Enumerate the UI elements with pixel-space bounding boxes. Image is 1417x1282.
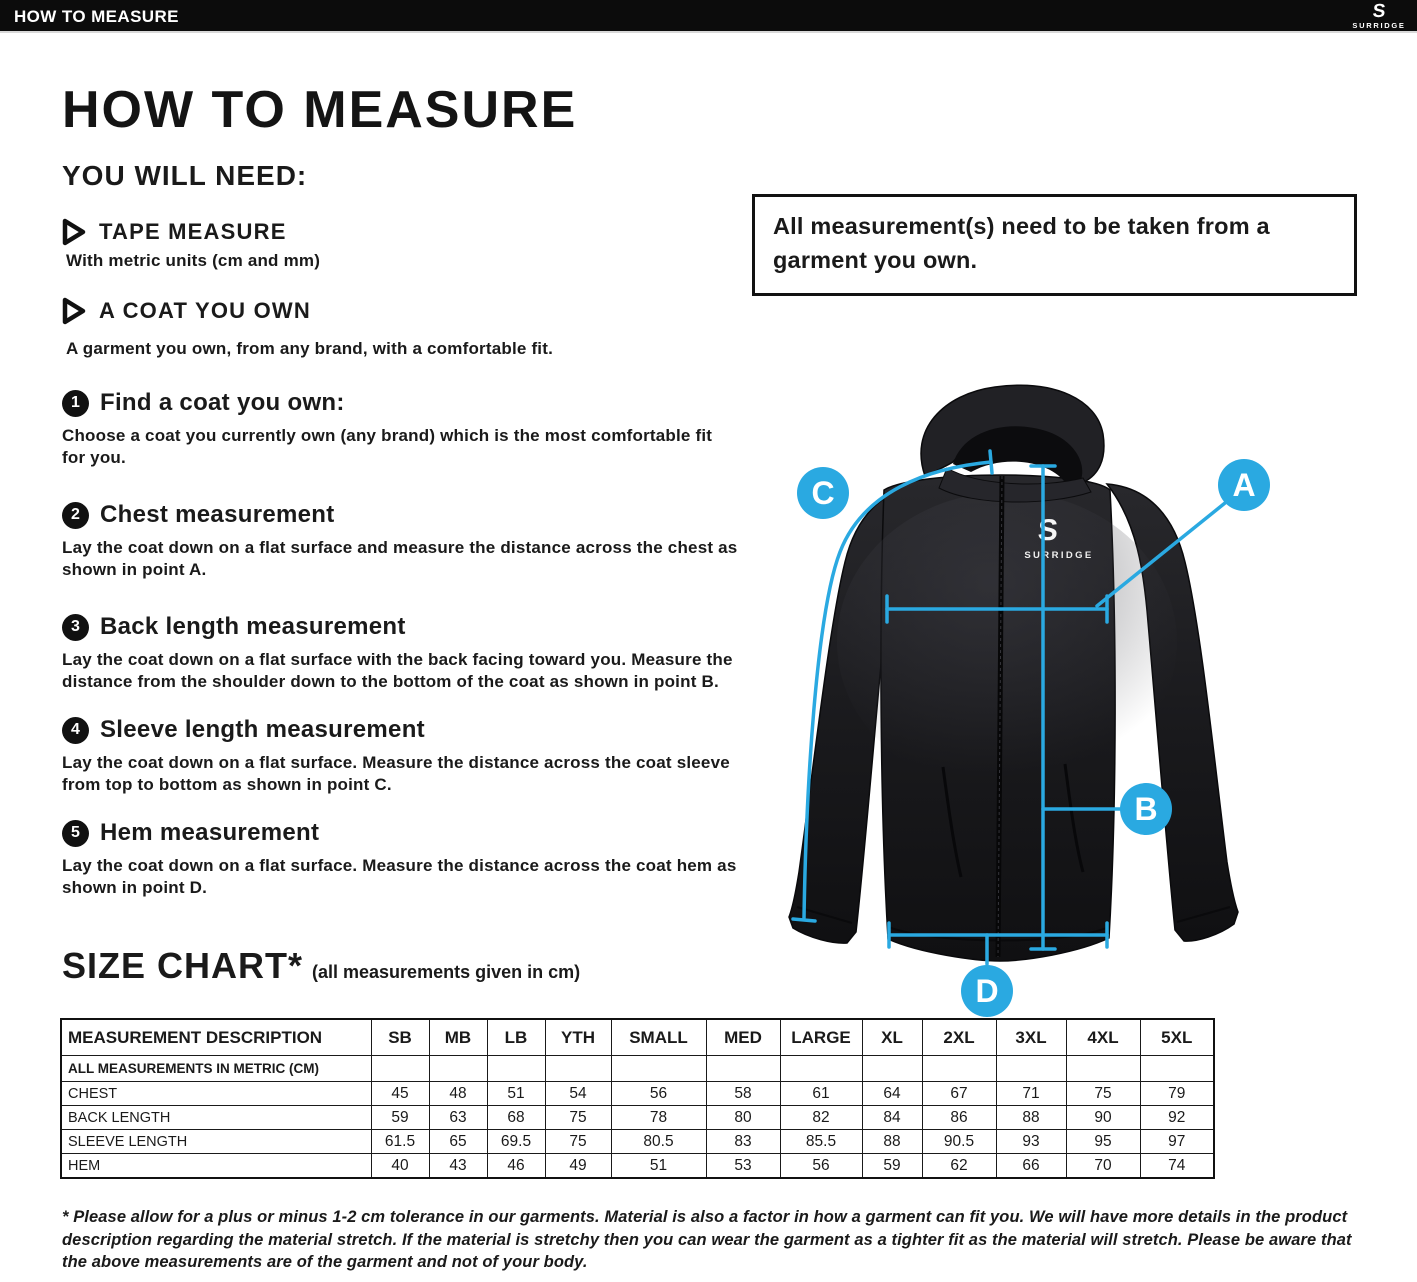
- value-cell: 75: [1066, 1082, 1140, 1106]
- metric-note-row: [61, 1056, 1214, 1082]
- column-header-size: XL: [862, 1019, 922, 1056]
- value-cell: 48: [429, 1082, 487, 1106]
- row-label-cell: BACK LENGTH: [61, 1106, 371, 1130]
- empty-cell: [611, 1056, 706, 1082]
- step-5: [62, 819, 752, 898]
- measurement-notice-text: All measurement(s) need to be taken from a garment you own.: [773, 213, 1270, 273]
- size-chart-subtitle: (all measurements given in cm): [312, 962, 581, 982]
- value-cell: 51: [487, 1082, 545, 1106]
- value-cell: 62: [922, 1154, 996, 1179]
- page-title: HOW TO MEASURE: [62, 81, 578, 139]
- value-cell: 95: [1066, 1130, 1140, 1154]
- instructions-column: [62, 82, 752, 898]
- value-cell: 65: [429, 1130, 487, 1154]
- value-cell: 97: [1140, 1130, 1214, 1154]
- value-cell: 82: [780, 1106, 862, 1130]
- empty-cell: [371, 1056, 429, 1082]
- value-cell: 85.5: [780, 1130, 862, 1154]
- value-cell: 80: [706, 1106, 780, 1130]
- step-number-badge: 3: [62, 614, 89, 641]
- marker-b-label: B: [1134, 791, 1158, 827]
- size-chart-body: [61, 1056, 1214, 1179]
- value-cell: 68: [487, 1106, 545, 1130]
- column-header-size: YTH: [545, 1019, 611, 1056]
- empty-cell: [706, 1056, 780, 1082]
- empty-cell: [545, 1056, 611, 1082]
- metric-note-cell: ALL MEASUREMENTS IN METRIC (CM): [61, 1056, 371, 1082]
- measurement-notice-box: [752, 194, 1357, 296]
- surridge-logo-text: SURRIDGE: [1352, 21, 1406, 30]
- value-cell: 90.5: [922, 1130, 996, 1154]
- value-cell: 46: [487, 1154, 545, 1179]
- step-body: Lay the coat down on a flat surface and measure the distance across the chest as shown in point A.: [62, 538, 738, 579]
- jacket-brand-text: SURRIDGE: [1024, 550, 1094, 561]
- table-row: [61, 1154, 1214, 1179]
- value-cell: 53: [706, 1154, 780, 1179]
- value-cell: 88: [862, 1130, 922, 1154]
- value-cell: 69.5: [487, 1130, 545, 1154]
- triangle-bullet-icon: [62, 297, 86, 325]
- step-title: Chest measurement: [100, 501, 335, 528]
- marker-a-label: A: [1232, 467, 1256, 503]
- requirement-coat: [62, 297, 752, 325]
- value-cell: 43: [429, 1154, 487, 1179]
- column-header-size: 4XL: [1066, 1019, 1140, 1056]
- empty-cell: [487, 1056, 545, 1082]
- empty-cell: [429, 1056, 487, 1082]
- column-header-size: LARGE: [780, 1019, 862, 1056]
- value-cell: 79: [1140, 1082, 1214, 1106]
- size-chart-title: SIZE CHART*: [62, 945, 304, 986]
- value-cell: 74: [1140, 1154, 1214, 1179]
- table-row: [61, 1082, 1214, 1106]
- column-header-size: 2XL: [922, 1019, 996, 1056]
- step-title: Find a coat you own:: [100, 389, 345, 416]
- step-number-badge: 1: [62, 390, 89, 417]
- value-cell: 86: [922, 1106, 996, 1130]
- step-2: [62, 501, 752, 580]
- value-cell: 45: [371, 1082, 429, 1106]
- value-cell: 63: [429, 1106, 487, 1130]
- you-will-need-heading: YOU WILL NEED:: [62, 160, 308, 191]
- jacket-brand-s-icon: S: [1036, 514, 1060, 547]
- step-body: Lay the coat down on a flat surface with the back facing toward you. Measure the distance from the shoulder down to the bottom of the coat as shown in point B.: [62, 650, 733, 691]
- empty-cell: [862, 1056, 922, 1082]
- value-cell: 67: [922, 1082, 996, 1106]
- value-cell: 64: [862, 1082, 922, 1106]
- value-cell: 61: [780, 1082, 862, 1106]
- empty-cell: [780, 1056, 862, 1082]
- requirement-detail: With metric units (cm and mm): [66, 251, 321, 270]
- empty-cell: [922, 1056, 996, 1082]
- value-cell: 80.5: [611, 1130, 706, 1154]
- size-chart-header-row: [61, 1019, 1214, 1056]
- value-cell: 71: [996, 1082, 1066, 1106]
- empty-cell: [1140, 1056, 1214, 1082]
- step-1: [62, 389, 752, 468]
- step-body: Lay the coat down on a flat surface. Measure the distance across the coat hem as shown in point D.: [62, 856, 737, 897]
- size-chart-table: [60, 1018, 1215, 1179]
- requirement-tape-measure: [62, 218, 752, 246]
- step-3: [62, 613, 752, 692]
- value-cell: 84: [862, 1106, 922, 1130]
- value-cell: 59: [862, 1154, 922, 1179]
- top-bar: [0, 0, 1417, 33]
- column-header-size: MB: [429, 1019, 487, 1056]
- value-cell: 49: [545, 1154, 611, 1179]
- column-header-size: LB: [487, 1019, 545, 1056]
- value-cell: 51: [611, 1154, 706, 1179]
- empty-cell: [1066, 1056, 1140, 1082]
- size-chart-header: [61, 1019, 1214, 1056]
- empty-cell: [996, 1056, 1066, 1082]
- jacket-measurement-diagram: [757, 372, 1381, 1022]
- value-cell: 66: [996, 1154, 1066, 1179]
- column-header-size: MED: [706, 1019, 780, 1056]
- value-cell: 78: [611, 1106, 706, 1130]
- marker-d-label: D: [975, 973, 999, 1009]
- surridge-s-icon: S: [1371, 1, 1387, 22]
- step-number-badge: 5: [62, 820, 89, 847]
- value-cell: 56: [611, 1082, 706, 1106]
- value-cell: 56: [780, 1154, 862, 1179]
- value-cell: 59: [371, 1106, 429, 1130]
- table-row: [61, 1106, 1214, 1130]
- value-cell: 90: [1066, 1106, 1140, 1130]
- column-header-size: 3XL: [996, 1019, 1066, 1056]
- step-number-badge: 4: [62, 717, 89, 744]
- column-header-description: MEASUREMENT DESCRIPTION: [61, 1019, 371, 1056]
- value-cell: 92: [1140, 1106, 1214, 1130]
- value-cell: 58: [706, 1082, 780, 1106]
- value-cell: 83: [706, 1130, 780, 1154]
- value-cell: 88: [996, 1106, 1066, 1130]
- requirement-detail: A garment you own, from any brand, with a comfortable fit.: [66, 339, 554, 358]
- column-header-size: SMALL: [611, 1019, 706, 1056]
- step-body: Choose a coat you currently own (any brand) which is the most comfortable fit for you.: [62, 426, 713, 467]
- top-bar-title: HOW TO MEASURE: [14, 7, 179, 26]
- step-number-badge: 2: [62, 502, 89, 529]
- row-label-cell: CHEST: [61, 1082, 371, 1106]
- table-row: [61, 1130, 1214, 1154]
- tolerance-footnote: * Please allow for a plus or minus 1-2 cm tolerance in our garments. Material is also a factor in how a garment can fit you. We will have more details in the product description regarding the material stretch. If the material is stretchy then you can wear the garment as a tighter fit as the material will stretch. Please be aware that the above measurements are of the garment and not of your body.: [62, 1208, 1352, 1271]
- requirement-label: TAPE MEASURE: [99, 219, 287, 244]
- row-label-cell: SLEEVE LENGTH: [61, 1130, 371, 1154]
- value-cell: 75: [545, 1106, 611, 1130]
- step-body: Lay the coat down on a flat surface. Measure the distance across the coat sleeve from top to bottom as shown in point C.: [62, 753, 730, 794]
- step-title: Hem measurement: [100, 819, 320, 846]
- column-header-size: 5XL: [1140, 1019, 1214, 1056]
- value-cell: 61.5: [371, 1130, 429, 1154]
- surridge-logo: [1347, 0, 1411, 30]
- triangle-bullet-icon: [62, 218, 86, 246]
- step-title: Sleeve length measurement: [100, 716, 425, 743]
- requirement-label: A COAT YOU OWN: [99, 298, 311, 323]
- size-chart-heading: [62, 946, 580, 986]
- step-4: [62, 716, 752, 795]
- step-title: Back length measurement: [100, 613, 406, 640]
- marker-c-label: C: [811, 475, 835, 511]
- jacket-illustration: [789, 385, 1238, 961]
- value-cell: 54: [545, 1082, 611, 1106]
- row-label-cell: HEM: [61, 1154, 371, 1179]
- value-cell: 93: [996, 1130, 1066, 1154]
- value-cell: 70: [1066, 1154, 1140, 1179]
- column-header-size: SB: [371, 1019, 429, 1056]
- value-cell: 75: [545, 1130, 611, 1154]
- value-cell: 40: [371, 1154, 429, 1179]
